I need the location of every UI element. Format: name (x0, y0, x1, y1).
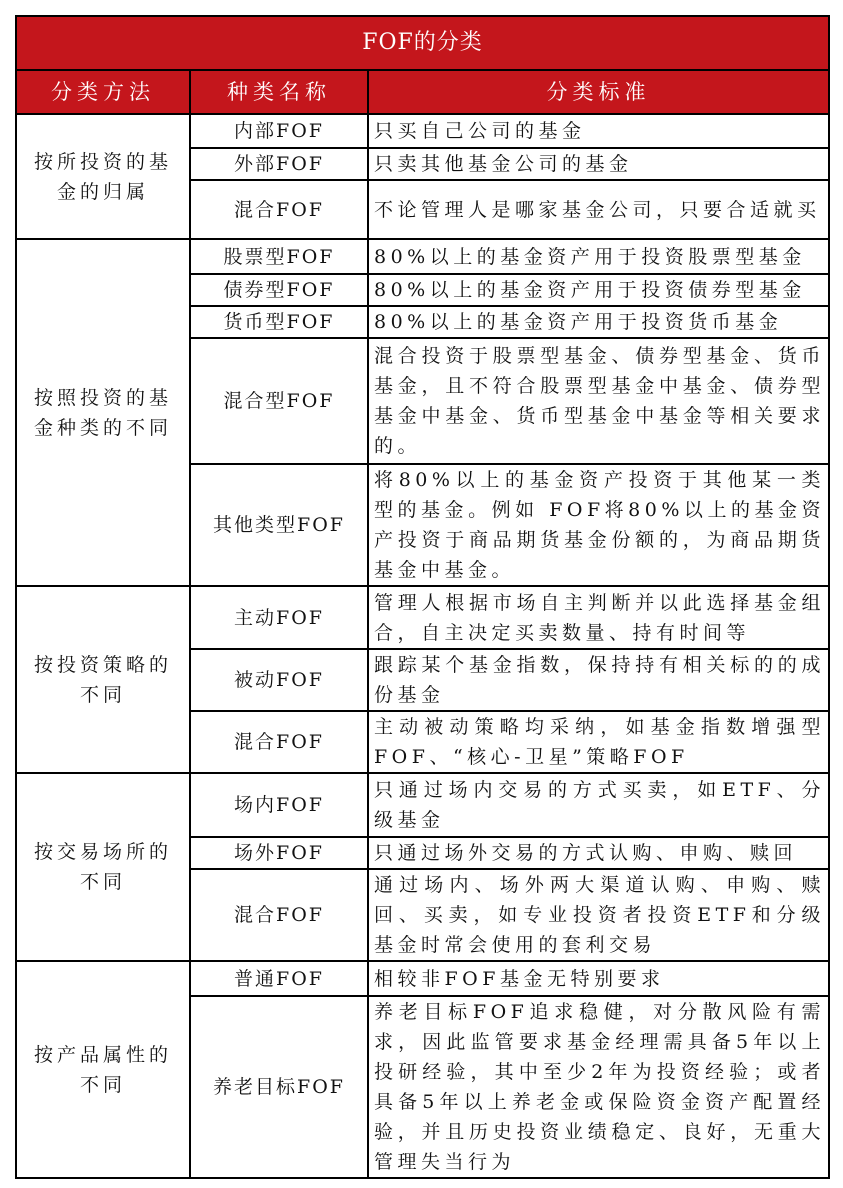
header-kind: 种类名称 (190, 70, 368, 114)
fund-kind: 普通FOF (190, 961, 368, 996)
table-row (16, 961, 829, 996)
fund-kind: 其他类型FOF (190, 464, 368, 586)
fund-kind: 混合FOF (190, 180, 368, 239)
header-method: 分类方法 (16, 70, 190, 114)
classification-criteria: 80%以上的基金资产用于投资股票型基金 (368, 239, 829, 274)
fund-kind: 养老目标FOF (190, 996, 368, 1178)
classification-criteria: 跟踪某个基金指数，保持持有相关标的的成份基金 (368, 649, 829, 711)
fund-kind: 货币型FOF (190, 306, 368, 338)
classification-criteria: 管理人根据市场自主判断并以此选择基金组合，自主决定买卖数量、持有时间等 (368, 586, 829, 649)
table-row (16, 586, 829, 649)
fund-kind: 股票型FOF (190, 239, 368, 274)
table-row (16, 114, 829, 148)
classification-criteria: 通过场内、场外两大渠道认购、申购、赎回、买卖，如专业投资者投资ETF和分级基金时常会使用的套利交易 (368, 869, 829, 961)
classification-method: 按交易场所的不同 (16, 773, 190, 961)
table-row (16, 773, 829, 837)
table-title: FOF的分类 (16, 16, 829, 70)
fund-kind: 债券型FOF (190, 274, 368, 306)
fund-kind: 场内FOF (190, 773, 368, 837)
classification-criteria: 不论管理人是哪家基金公司，只要合适就买 (368, 180, 829, 239)
classification-criteria: 养老目标FOF追求稳健，对分散风险有需求，因此监管要求基金经理需具备5年以上投研经验，其中至少2年为投资经验；或者具备5年以上养老金或保险资金资产配置经验，并且历史投资业绩稳定、良好，无重大管理失当行为 (368, 996, 829, 1178)
classification-criteria: 80%以上的基金资产用于投资债券型基金 (368, 274, 829, 306)
fund-kind: 主动FOF (190, 586, 368, 649)
classification-method: 按照投资的基金种类的不同 (16, 239, 190, 586)
classification-criteria: 只通过场内交易的方式买卖，如ETF、分级基金 (368, 773, 829, 837)
classification-criteria: 只卖其他基金公司的基金 (368, 148, 829, 180)
classification-criteria: 只通过场外交易的方式认购、申购、赎回 (368, 837, 829, 869)
fund-kind: 混合FOF (190, 711, 368, 773)
fund-kind: 内部FOF (190, 114, 368, 148)
table-row (16, 239, 829, 274)
classification-criteria: 主动被动策略均采纳，如基金指数增强型FOF、“核心-卫星”策略FOF (368, 711, 829, 773)
fund-kind: 混合型FOF (190, 338, 368, 464)
fund-kind: 被动FOF (190, 649, 368, 711)
classification-criteria: 80%以上的基金资产用于投资货币基金 (368, 306, 829, 338)
classification-criteria: 混合投资于股票型基金、债券型基金、货币基金，且不符合股票型基金中基金、债券型基金中基金、货币型基金中基金等相关要求的。 (368, 338, 829, 464)
classification-method: 按投资策略的不同 (16, 586, 190, 773)
classification-criteria: 将80%以上的基金资产投资于其他某一类型的基金。例如 FOF将80%以上的基金资产投资于商品期货基金份额的，为商品期货基金中基金。 (368, 464, 829, 586)
classification-criteria: 相较非FOF基金无特别要求 (368, 961, 829, 996)
classification-method: 按所投资的基金的归属 (16, 114, 190, 239)
fund-kind: 外部FOF (190, 148, 368, 180)
classification-method: 按产品属性的不同 (16, 961, 190, 1178)
fof-classification-table (15, 15, 830, 1179)
classification-criteria: 只买自己公司的基金 (368, 114, 829, 148)
fund-kind: 混合FOF (190, 869, 368, 961)
fund-kind: 场外FOF (190, 837, 368, 869)
header-criteria: 分类标准 (368, 70, 829, 114)
